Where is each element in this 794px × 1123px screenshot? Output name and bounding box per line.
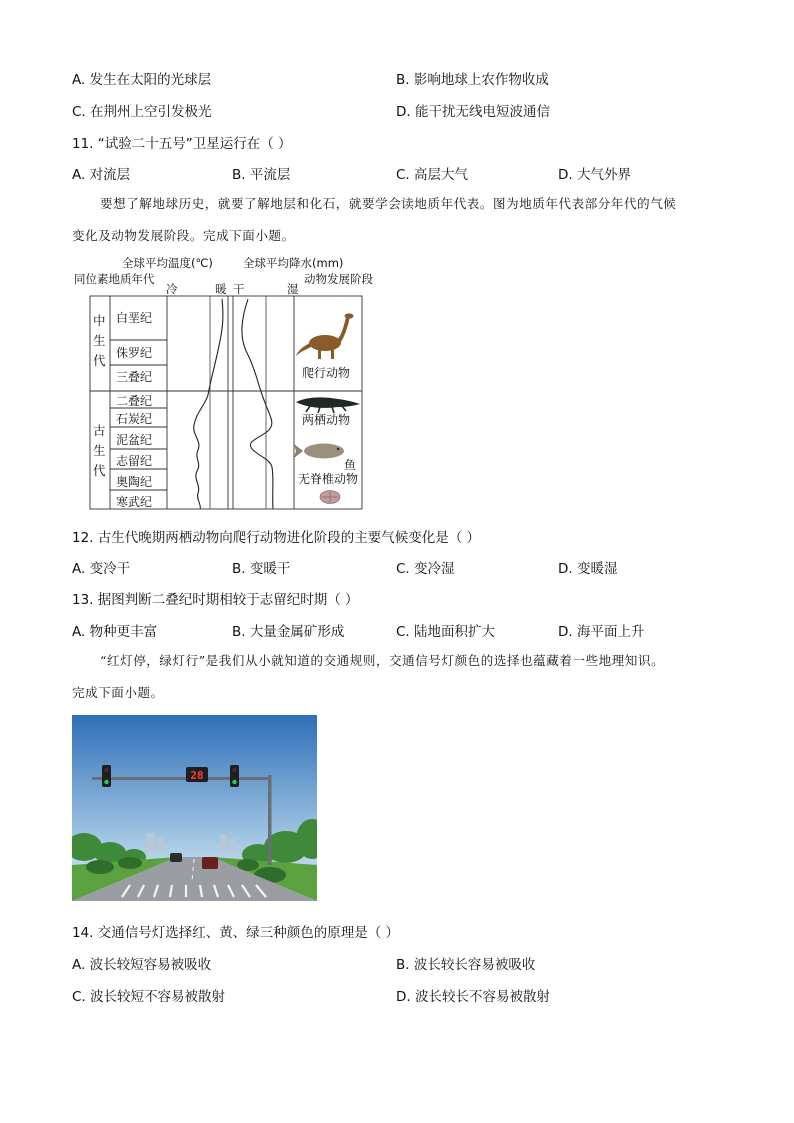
period-carboniferous: 石炭纪 bbox=[116, 412, 153, 426]
era-paleo-char-3: 代 bbox=[93, 463, 106, 478]
animal-reptile-label: 爬行动物 bbox=[302, 366, 351, 380]
q10-option-c[interactable]: C. 在荆州上空引发极光 bbox=[72, 104, 212, 120]
period-cambrian: 寒武纪 bbox=[116, 495, 153, 509]
period-jurassic: 侏罗纪 bbox=[116, 346, 153, 360]
animal-fish-label: 鱼 bbox=[344, 458, 357, 472]
q13-option-a[interactable]: A. 物种更丰富 bbox=[72, 624, 158, 640]
q11-option-a[interactable]: A. 对流层 bbox=[72, 167, 131, 183]
q11-option-b[interactable]: B. 平流层 bbox=[232, 167, 291, 183]
q12-option-a[interactable]: A. 变冷干 bbox=[72, 561, 131, 577]
period-triassic: 三叠纪 bbox=[116, 370, 153, 384]
car-icon bbox=[170, 853, 182, 862]
q14-option-a[interactable]: A. 波长较短容易被吸收 bbox=[72, 957, 212, 973]
animal-amphibian-label: 两栖动物 bbox=[302, 413, 351, 427]
geologic-time-chart bbox=[70, 255, 390, 511]
intro-paragraph-line-2: 变化及动物发展阶段。完成下面小题。 bbox=[72, 228, 295, 243]
dinosaur-icon bbox=[296, 313, 354, 359]
precipitation-curve bbox=[242, 299, 273, 509]
period-silurian: 志留纪 bbox=[116, 454, 153, 468]
period-permian: 二叠纪 bbox=[116, 394, 153, 408]
animal-invertebrate-label: 无脊椎动物 bbox=[298, 472, 359, 486]
q10-option-b[interactable]: B. 影响地球上农作物收成 bbox=[396, 72, 549, 88]
q12-option-b[interactable]: B. 变暖干 bbox=[232, 561, 291, 577]
era-paleo-char-1: 古 bbox=[93, 423, 106, 438]
wet-label: 湿 bbox=[287, 282, 299, 296]
q12-stem: 12. 古生代晚期两栖动物向爬行动物进化阶段的主要气候变化是（ ） bbox=[72, 530, 481, 546]
era-meso-char-3: 代 bbox=[93, 353, 106, 368]
temperature-header: 全球平均温度(℃) bbox=[122, 256, 213, 270]
car-icon bbox=[202, 857, 218, 869]
period-devonian: 泥盆纪 bbox=[116, 433, 153, 447]
cold-label: 冷 bbox=[166, 282, 178, 296]
q12-option-d[interactable]: D. 变暖湿 bbox=[558, 561, 618, 577]
svg-text:28: 28 bbox=[190, 769, 204, 782]
q13-stem: 13. 据图判断二叠纪时期相较于志留纪时期（ ） bbox=[72, 592, 359, 608]
q14-option-c[interactable]: C. 波长较短不容易被散射 bbox=[72, 989, 226, 1005]
q13-option-b[interactable]: B. 大量金属矿形成 bbox=[232, 624, 345, 640]
temperature-curve bbox=[194, 299, 223, 509]
dry-label: 干 bbox=[233, 282, 245, 296]
q10-option-a[interactable]: A. 发生在太阳的光球层 bbox=[72, 72, 212, 88]
era-header: 同位素地质年代 bbox=[74, 272, 155, 286]
q10-option-d[interactable]: D. 能干扰无线电短波通信 bbox=[396, 104, 550, 120]
precipitation-header: 全球平均降水(mm) bbox=[243, 256, 344, 270]
era-meso-char-1: 中 bbox=[93, 313, 106, 328]
period-cretaceous: 白垩纪 bbox=[116, 311, 153, 325]
era-meso-char-2: 生 bbox=[93, 333, 106, 348]
intro-paragraph-line-1: 要想了解地球历史，就要了解地层和化石，就要学会读地质年代表。图为地质年代表部分年代的气候 bbox=[100, 196, 677, 211]
q14-stem: 14. 交通信号灯选择红、黄、绿三种颜色的原理是（ ） bbox=[72, 925, 400, 941]
era-paleo-char-2: 生 bbox=[93, 443, 106, 458]
warm-label: 暖 bbox=[215, 282, 227, 296]
fish-icon bbox=[294, 444, 344, 459]
q13-option-d[interactable]: D. 海平面上升 bbox=[558, 624, 645, 640]
amphibian-icon bbox=[296, 397, 360, 413]
q14-option-b[interactable]: B. 波长较长容易被吸收 bbox=[396, 957, 536, 973]
animal-header: 动物发展阶段 bbox=[304, 272, 373, 286]
intro2-paragraph-line-1: “红灯停，绿灯行”是我们从小就知道的交通规则，交通信号灯颜色的选择也蕴藏着一些地理知识。 bbox=[100, 653, 665, 668]
q11-stem: 11. “试验二十五号”卫星运行在（ ） bbox=[72, 136, 292, 152]
q13-option-c[interactable]: C. 陆地面积扩大 bbox=[396, 624, 496, 640]
q14-option-d[interactable]: D. 波长较长不容易被散射 bbox=[396, 989, 550, 1005]
traffic-light-photo bbox=[72, 715, 317, 901]
period-ordovician: 奥陶纪 bbox=[116, 475, 153, 489]
trilobite-icon bbox=[320, 491, 340, 504]
q12-option-c[interactable]: C. 变冷湿 bbox=[396, 561, 455, 577]
q11-option-c[interactable]: C. 高层大气 bbox=[396, 167, 469, 183]
q11-option-d[interactable]: D. 大气外界 bbox=[558, 167, 631, 183]
intro2-paragraph-line-2: 完成下面小题。 bbox=[72, 685, 164, 700]
